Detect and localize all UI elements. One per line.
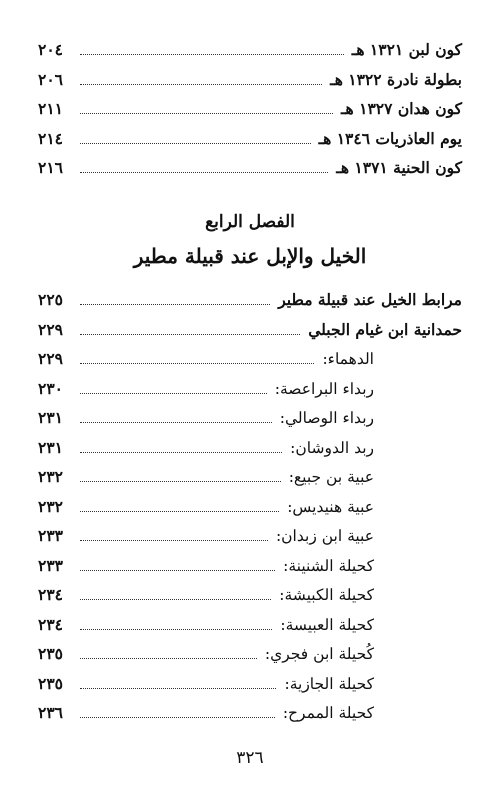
leader-dots <box>80 143 311 144</box>
toc-subentry-page: ٢٣٥ <box>38 673 63 693</box>
toc-subentry-title: كحيلة الشنينة: <box>283 556 374 575</box>
chapter-title: الخيل والإبل عند قبيلة مطير <box>133 244 367 268</box>
toc-entry <box>38 158 462 188</box>
toc-entry <box>38 320 462 350</box>
leader-dots <box>80 570 275 571</box>
toc-subentry-title: عبية ابن زبدان: <box>275 527 374 545</box>
toc-entry-page: ٢٢٥ <box>38 290 63 309</box>
leader-dots <box>80 54 344 55</box>
toc-entry <box>38 290 462 320</box>
chapter-label: الفصل الرابع <box>205 212 295 232</box>
toc-entry-page: ٢١٤ <box>38 128 63 148</box>
toc-subentry-title: كحيلة العبيسة: <box>280 615 374 634</box>
toc-subentry-page: ٢٣٦ <box>38 703 63 722</box>
toc-top-section <box>38 40 462 188</box>
toc-entry-page: ٢٠٤ <box>38 40 63 59</box>
toc-subentry-page: ٢٢٩ <box>38 349 63 368</box>
toc-entry-title: يوم العاذريات ١٣٤٦ هـ <box>318 128 462 148</box>
leader-dots <box>80 481 281 482</box>
toc-chapter-section <box>38 290 462 733</box>
toc-subentry-title: كحيلة الجازية: <box>284 674 374 693</box>
toc-subentry-title: الدهماء: <box>322 350 374 368</box>
toc-subentry <box>38 615 462 645</box>
leader-dots <box>80 363 314 364</box>
leader-dots <box>80 688 276 689</box>
toc-subentry-title: كُحيلة ابن فجري: <box>264 645 374 663</box>
toc-subentry <box>38 526 462 556</box>
leader-dots <box>80 599 271 600</box>
toc-entry <box>38 70 462 100</box>
toc-subentry-page: ٢٣١ <box>38 408 63 427</box>
toc-subentry-page: ٢٣٠ <box>38 378 63 398</box>
toc-entry-title: حمدانية ابن غيام الجبلي <box>308 319 462 339</box>
toc-entry <box>38 40 462 70</box>
toc-subentry-page: ٢٣٣ <box>38 526 63 545</box>
toc-subentry-title: ربد الدوشان: <box>290 438 374 457</box>
toc-subentry <box>38 379 462 409</box>
toc-entry-page: ٢٠٦ <box>38 69 63 89</box>
toc-subentry-title: ربداء الوصالي: <box>279 409 374 427</box>
toc-subentry <box>38 703 462 733</box>
toc-subentry <box>38 497 462 527</box>
leader-dots <box>80 84 322 85</box>
toc-entry <box>38 99 462 129</box>
leader-dots <box>80 393 267 394</box>
page-number: ٣٢٦ <box>236 748 264 768</box>
leader-dots <box>80 540 268 541</box>
toc-subentry-title: عبية هنيديس: <box>287 497 374 516</box>
toc-subentry <box>38 467 462 497</box>
toc-entry-title: بطولة نادرة ١٣٢٢ هـ <box>330 69 462 89</box>
toc-entry-title: مرابط الخيل عند قبيلة مطير <box>278 290 462 309</box>
leader-dots <box>80 658 257 659</box>
toc-subentry <box>38 438 462 468</box>
toc-subentry <box>38 408 462 438</box>
toc-subentry-page: ٢٣٢ <box>38 496 63 516</box>
toc-subentry <box>38 644 462 674</box>
leader-dots <box>80 113 333 114</box>
leader-dots <box>80 511 279 512</box>
toc-subentry-page: ٢٣٥ <box>38 644 63 663</box>
toc-subentry-page: ٢٣١ <box>38 437 63 457</box>
toc-subentry-page: ٢٣٤ <box>38 585 63 604</box>
leader-dots <box>80 422 272 423</box>
toc-entry-title: كون هدان ١٣٢٧ هـ <box>341 99 462 118</box>
toc-entry-page: ٢١١ <box>38 99 63 118</box>
toc-subentry-title: كحيلة الكبيشة: <box>279 586 374 604</box>
toc-entry-page: ٢٢٩ <box>38 319 63 339</box>
toc-entry-page: ٢١٦ <box>38 158 63 177</box>
leader-dots <box>80 452 282 453</box>
toc-subentry-page: ٢٣٢ <box>38 467 63 486</box>
toc-subentry-page: ٢٣٣ <box>38 555 63 575</box>
toc-subentry-page: ٢٣٤ <box>38 614 63 634</box>
leader-dots <box>80 334 300 335</box>
toc-subentry-title: عبية بن جبيع: <box>288 468 374 486</box>
toc-subentry-title: ربداء البراعصة: <box>274 379 374 398</box>
toc-entry-title: كون الحنية ١٣٧١ هـ <box>336 158 462 177</box>
toc-subentry-title: كحيلة الممرح: <box>282 704 374 722</box>
leader-dots <box>80 304 270 305</box>
leader-dots <box>80 629 272 630</box>
toc-entry-title: كون لبن ١٣٢١ هـ <box>351 40 462 59</box>
toc-subentry <box>38 556 462 586</box>
toc-entry <box>38 129 462 159</box>
toc-subentry <box>38 349 462 379</box>
leader-dots <box>80 717 275 718</box>
toc-subentry <box>38 674 462 704</box>
leader-dots <box>80 172 328 173</box>
toc-subentry <box>38 585 462 615</box>
